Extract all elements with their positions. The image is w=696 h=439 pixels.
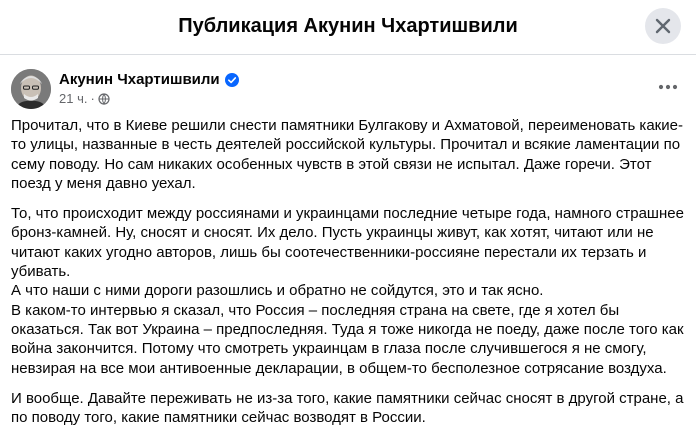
post-paragraph-1: Прочитал, что в Киеве решили снести памятники Булгакову и Ахматовой, переименовать какие-то улицы, названные в честь деятелей российской культуры. Прочитал и всякие ламентации по сему поводу. Но сам никаких особенных чувств в этой связи не испытал. Даже горечи. Этот поезд у меня давно уехал. xyxy=(11,117,683,192)
dialog-header xyxy=(0,0,696,55)
meta-separator: · xyxy=(90,91,95,106)
close-icon xyxy=(654,17,672,35)
close-button[interactable] xyxy=(645,8,681,44)
dialog-title: Публикация Акунин Чхартишвили xyxy=(178,15,518,37)
more-options-button[interactable] xyxy=(655,77,681,97)
verified-badge-icon xyxy=(225,73,239,87)
author-name[interactable]: Акунин Чхартишвили xyxy=(59,71,220,88)
more-options-icon xyxy=(658,84,678,90)
post-text xyxy=(11,116,689,427)
author-avatar[interactable] xyxy=(11,69,51,109)
post-author[interactable] xyxy=(59,71,239,89)
post-meta xyxy=(59,91,110,107)
post-timestamp[interactable]: 21 ч. xyxy=(59,91,88,106)
post-paragraph-2: То, что происходит между россиянами и украинцами последние четыре года, намного страшнее бронз-камней. Ну, сносят и сносят. Их дело. Пусть украинцы живут, как хотят, читают или не читают каких угодно авторов, лишь бы соотечественники-россияне перестали их терзать и убивать. А что наши с ними дороги разошлись и обратно не сойдутся, это и так ясно. В каком-то интервью я сказал, что Россия – последняя страна на свете, где я хотел бы оказаться. Так вот Украина – предпоследняя. Туда я тоже никогда не поеду, даже после того как война закончится. Потому что смотреть украинцам в глаза после случившегося я не смогу, невзирая на все мои антивоенные декларации, в общем-то бесполезное сотрясание воздуха. xyxy=(11,205,684,377)
globe-icon[interactable] xyxy=(98,93,110,105)
post-paragraph-3: И вообще. Давайте переживать не из-за того, какие памятники сейчас сносят в другой стране, а по поводу того, какие памятники сейчас возводят в России. xyxy=(11,389,684,427)
